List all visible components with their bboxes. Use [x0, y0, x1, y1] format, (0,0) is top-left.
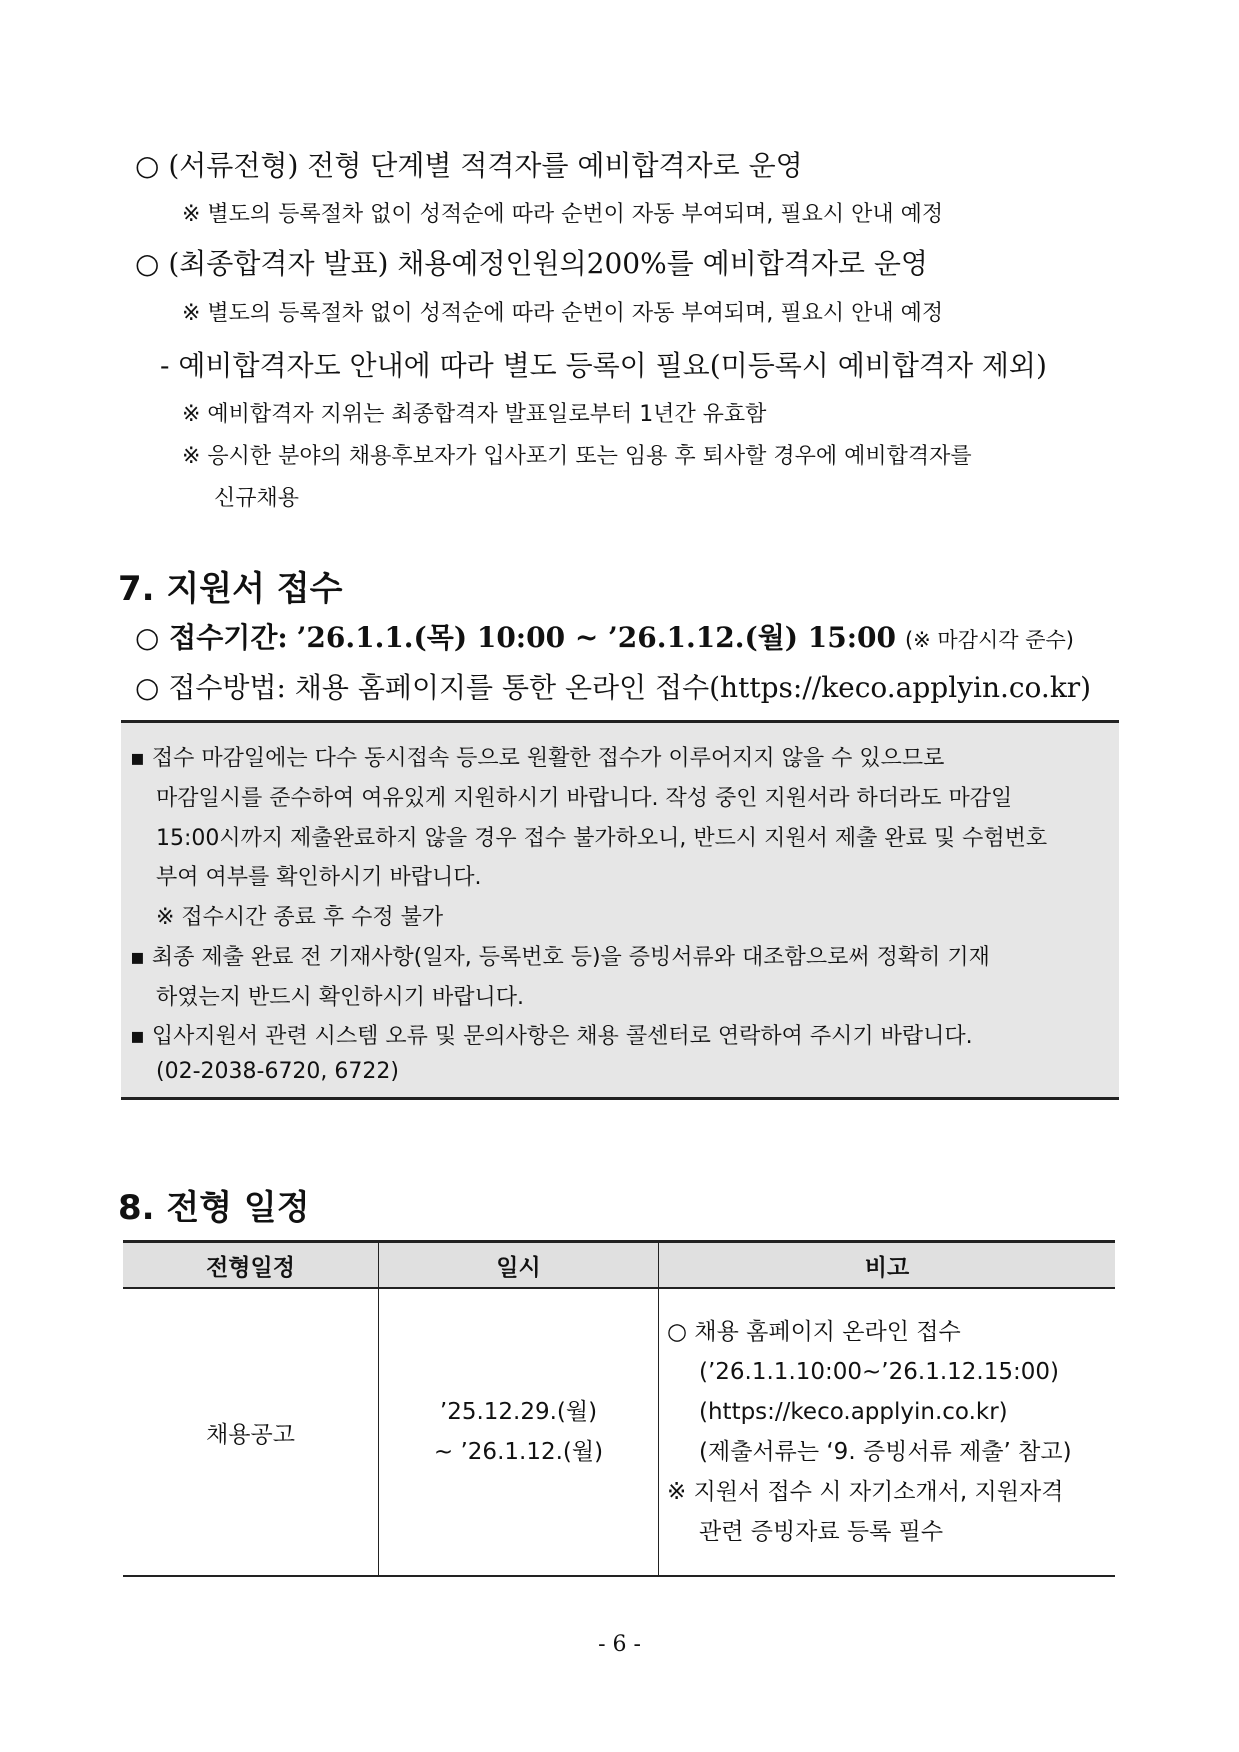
- remarks-cell: [659, 1288, 1116, 1576]
- notice-box: [121, 720, 1119, 1100]
- notice-line: ▪ 입사지원서 관련 시스템 오류 및 문의사항은 채용 콜센터로 연락하여 주시기 바랍니다.: [130, 1024, 973, 1049]
- notice-line: (02-2038-6720, 6722): [156, 1059, 399, 1084]
- period-value: ’26.1.1.(목) 10:00 ~ ’26.1.12.(월) 15:00: [296, 621, 897, 654]
- stage-cell: 채용공고: [123, 1288, 379, 1576]
- remark-line: ○ 채용 홈페이지 온라인 접수: [667, 1319, 961, 1345]
- text-line: - 예비합격자도 안내에 따라 별도 등록이 필요(미등록시 예비합격자 제외): [160, 349, 1047, 382]
- section-heading-8: 8. 전형 일정: [118, 1188, 310, 1228]
- date-start: ’25.12.29.(월): [439, 1399, 598, 1425]
- period-label: ○ 접수기간:: [135, 621, 288, 654]
- note-line: ※ 별도의 등록절차 없이 성적순에 따라 순번이 자동 부여되며, 필요시 안내 예정: [182, 202, 944, 227]
- remark-line: (제출서류는 ‘9. 증빙서류 제출’ 참고): [699, 1439, 1072, 1465]
- table-header-row: [123, 1242, 1115, 1289]
- table-row: [123, 1288, 1115, 1576]
- date-end: ~ ’26.1.12.(월): [433, 1439, 604, 1465]
- column-header: 일시: [379, 1242, 659, 1289]
- notice-line: ▪ 최종 제출 완료 전 기재사항(일자, 등록번호 등)을 증빙서류와 대조함으로써 정확히 기재: [130, 945, 990, 970]
- column-header: 전형일정: [123, 1242, 379, 1289]
- period-note: (※ 마감시각 준수): [904, 628, 1074, 652]
- period-line: [135, 616, 1074, 656]
- date-cell: [379, 1288, 659, 1576]
- notice-line: ※ 접수시간 종료 후 수정 불가: [156, 905, 444, 930]
- remark-line: (https://keco.applyin.co.kr): [699, 1399, 1008, 1425]
- remark-line: ※ 지원서 접수 시 자기소개서, 지원자격: [667, 1479, 1064, 1505]
- method-line: ○ 접수방법: 채용 홈페이지를 통한 온라인 접수(https://keco.applyin.co.kr): [135, 671, 1092, 704]
- column-header: 비고: [659, 1242, 1116, 1289]
- note-line: ※ 응시한 분야의 채용후보자가 입사포기 또는 임용 후 퇴사할 경우에 예비합격자를: [182, 444, 972, 469]
- remark-line: (’26.1.1.10:00~’26.1.12.15:00): [699, 1359, 1059, 1385]
- note-line: 신규채용: [214, 486, 300, 511]
- schedule-table: [123, 1240, 1115, 1577]
- notice-line: ▪ 접수 마감일에는 다수 동시접속 등으로 원활한 접수가 이루어지지 않을 수 있으므로: [130, 746, 945, 771]
- notice-line: 하였는지 반드시 확인하시기 바랍니다.: [156, 985, 525, 1010]
- text-line: ○ (서류전형) 전형 단계별 적격자를 예비합격자로 운영: [135, 149, 803, 182]
- text-line: ○ (최종합격자 발표) 채용예정인원의200%를 예비합격자로 운영: [135, 247, 928, 280]
- notice-line: 부여 여부를 확인하시기 바랍니다.: [156, 865, 482, 890]
- page-number: - 6 -: [598, 1632, 641, 1657]
- note-line: ※ 별도의 등록절차 없이 성적순에 따라 순번이 자동 부여되며, 필요시 안내 예정: [182, 301, 944, 326]
- section-heading-7: 7. 지원서 접수: [118, 569, 343, 609]
- notice-line: 마감일시를 준수하여 여유있게 지원하시기 바랍니다. 작성 중인 지원서라 하더라도 마감일: [156, 786, 1013, 811]
- notice-line: 15:00시까지 제출완료하지 않을 경우 접수 불가하오니, 반드시 지원서 제출 완료 및 수험번호: [156, 826, 1048, 851]
- remark-line: 관련 증빙자료 등록 필수: [699, 1519, 944, 1545]
- note-line: ※ 예비합격자 지위는 최종합격자 발표일로부터 1년간 유효함: [182, 402, 767, 427]
